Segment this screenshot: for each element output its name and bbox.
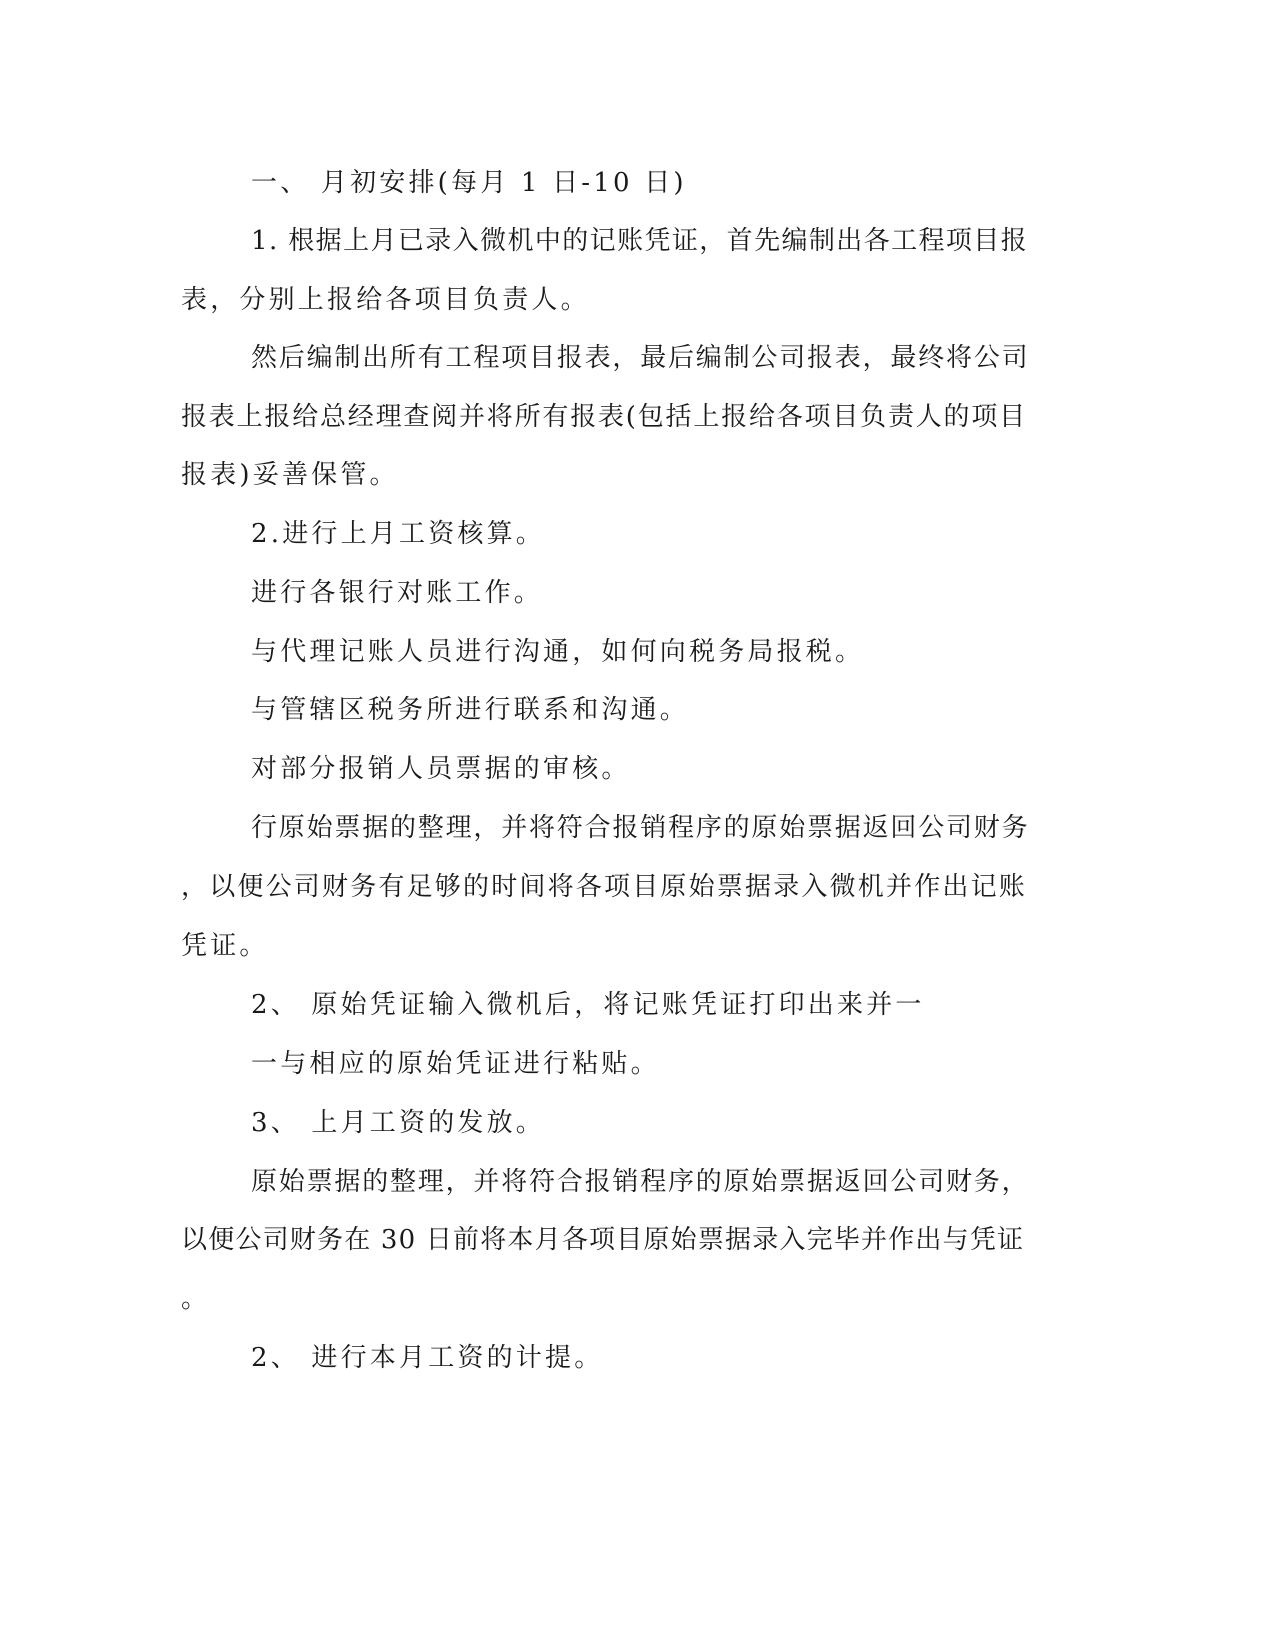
paragraph-line: 报表)妥善保管。 (181, 460, 399, 490)
paragraph-line: 报表上报给总经理查阅并将所有报表(包括上报给各项目负责人的项目 (181, 402, 1027, 432)
paragraph-line: 3、 上月工资的发放。 (251, 1108, 546, 1138)
paragraph-line: 表，分别上报给各项目负责人。 (181, 285, 590, 315)
paragraph-line: 一与相应的原始凭证进行粘贴。 (251, 1049, 660, 1079)
paragraph-line: 然后编制出所有工程项目报表，最后编制公司报表，最终将公司 (251, 343, 1030, 373)
paragraph-line: 行原始票据的整理，并将符合报销程序的原始票据返回公司财务 (251, 813, 1030, 843)
paragraph-line: 2、 原始凭证输入微机后，将记账凭证打印出来并一 (251, 990, 925, 1020)
paragraph-line: 2、 进行本月工资的计提。 (251, 1343, 604, 1373)
paragraph-line: 以便公司财务在 30 日前将本月各项目原始票据录入完毕并作出与凭证 (181, 1225, 1025, 1255)
paragraph-line: 进行各银行对账工作。 (251, 578, 544, 608)
paragraph-line: ，以便公司财务有足够的时间将各项目原始票据录入微机并作出记账 (181, 872, 1028, 902)
paragraph-line: 原始票据的整理，并将符合报销程序的原始票据返回公司财务， (251, 1167, 1030, 1197)
paragraph-line: 凭证。 (181, 931, 269, 961)
paragraph-line: 1. 根据上月已录入微机中的记账凭证，首先编制出各工程项目报 (251, 226, 1029, 256)
section-heading: 一、 月初安排(每月 1 日-10 日) (251, 168, 687, 198)
paragraph-line: 与代理记账人员进行沟通，如何向税务局报税。 (251, 637, 865, 667)
paragraph-line: 2.进行上月工资核算。 (251, 519, 546, 549)
paragraph-line: 。 (181, 1284, 211, 1314)
paragraph-line: 与管辖区税务所进行联系和沟通。 (251, 695, 690, 725)
paragraph-line: 对部分报销人员票据的审核。 (251, 754, 631, 784)
